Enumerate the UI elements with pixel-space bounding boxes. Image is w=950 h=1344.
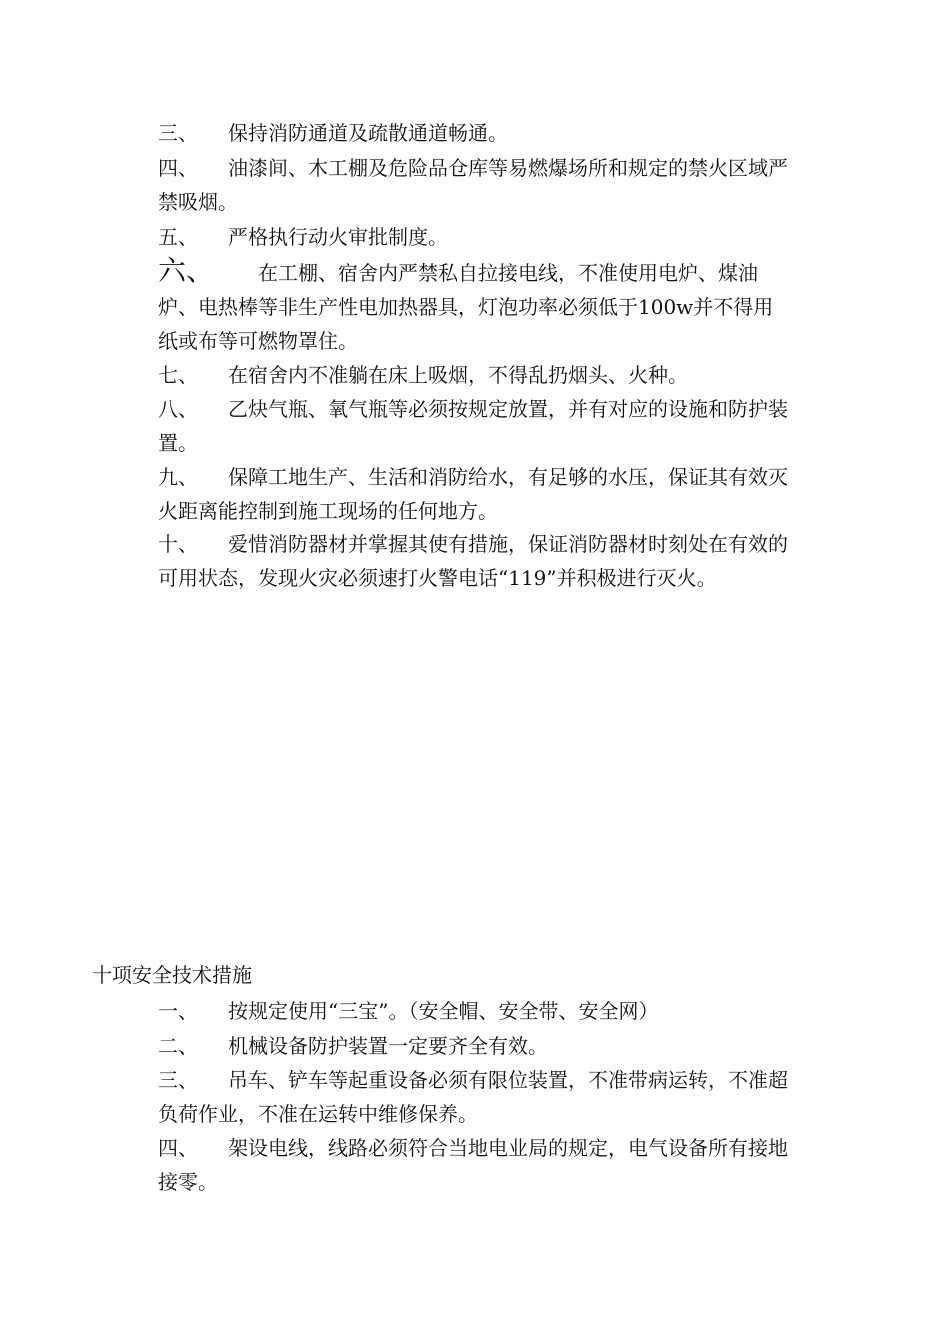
item-number: 四、 [158,1136,198,1160]
rule-number: 六、 [158,254,215,287]
fire-rule-9 [158,460,790,528]
item-number: 一、 [158,999,198,1023]
fire-rule-6 [158,254,790,358]
safety-item-1 [158,994,790,1028]
rule-text: 严格执行动火审批制度。 [228,225,448,249]
fire-rule-8 [158,392,790,460]
item-text: 机械设备防护装置一定要齐全有效。 [228,1034,548,1058]
fire-rule-7 [158,358,790,392]
safety-item-4 [158,1131,790,1199]
rule-text: 油漆间、木工棚及危险品仓库等易燃爆场所和规定的禁火区域严禁吸烟。 [158,156,788,214]
item-number: 三、 [158,1068,198,1092]
rule-number: 八、 [158,397,198,421]
item-text: 按规定使用“三宝”。（安全帽、安全带、安全网） [228,999,659,1023]
item-number: 二、 [158,1034,198,1058]
rule-text: 在工棚、宿舍内严禁私自拉接电线，不准使用电炉、煤油炉、电热棒等非生产性电加热器具，灯泡功率必须低于100w并不得用纸或布等可燃物罩住。 [158,261,774,353]
rule-number: 四、 [158,156,198,180]
fire-rule-3 [158,116,790,150]
fire-rule-4 [158,151,790,219]
rule-text: 爱惜消防器材并掌握其使有措施，保证消防器材时刻处在有效的可用状态，发现火灾必须速打火警电话“119”并积极进行灭火。 [158,532,788,590]
rule-number: 七、 [158,363,198,387]
rule-number: 九、 [158,465,198,489]
rule-number: 三、 [158,121,198,145]
rule-text: 保障工地生产、生活和消防给水，有足够的水压，保证其有效灭火距离能控制到施工现场的任何地方。 [158,465,788,523]
rule-number: 五、 [158,225,198,249]
safety-item-2 [158,1029,790,1063]
item-text: 架设电线，线路必须符合当地电业局的规定，电气设备所有接地接零。 [158,1136,788,1194]
item-text: 吊车、铲车等起重设备必须有限位装置，不准带病运转，不准超负荷作业，不准在运转中维修保养。 [158,1068,788,1126]
rule-text: 保持消防通道及疏散通道畅通。 [228,121,508,145]
rule-text: 乙炔气瓶、氧气瓶等必须按规定放置，并有对应的设施和防护装置。 [158,397,788,455]
fire-rule-5 [158,220,790,254]
rule-number: 十、 [158,532,198,556]
fire-rule-10 [158,527,790,595]
rule-text: 在宿舍内不准躺在床上吸烟，不得乱扔烟头、火种。 [228,363,688,387]
safety-item-3 [158,1063,790,1131]
section-title: 十项安全技术措施 [92,963,252,987]
